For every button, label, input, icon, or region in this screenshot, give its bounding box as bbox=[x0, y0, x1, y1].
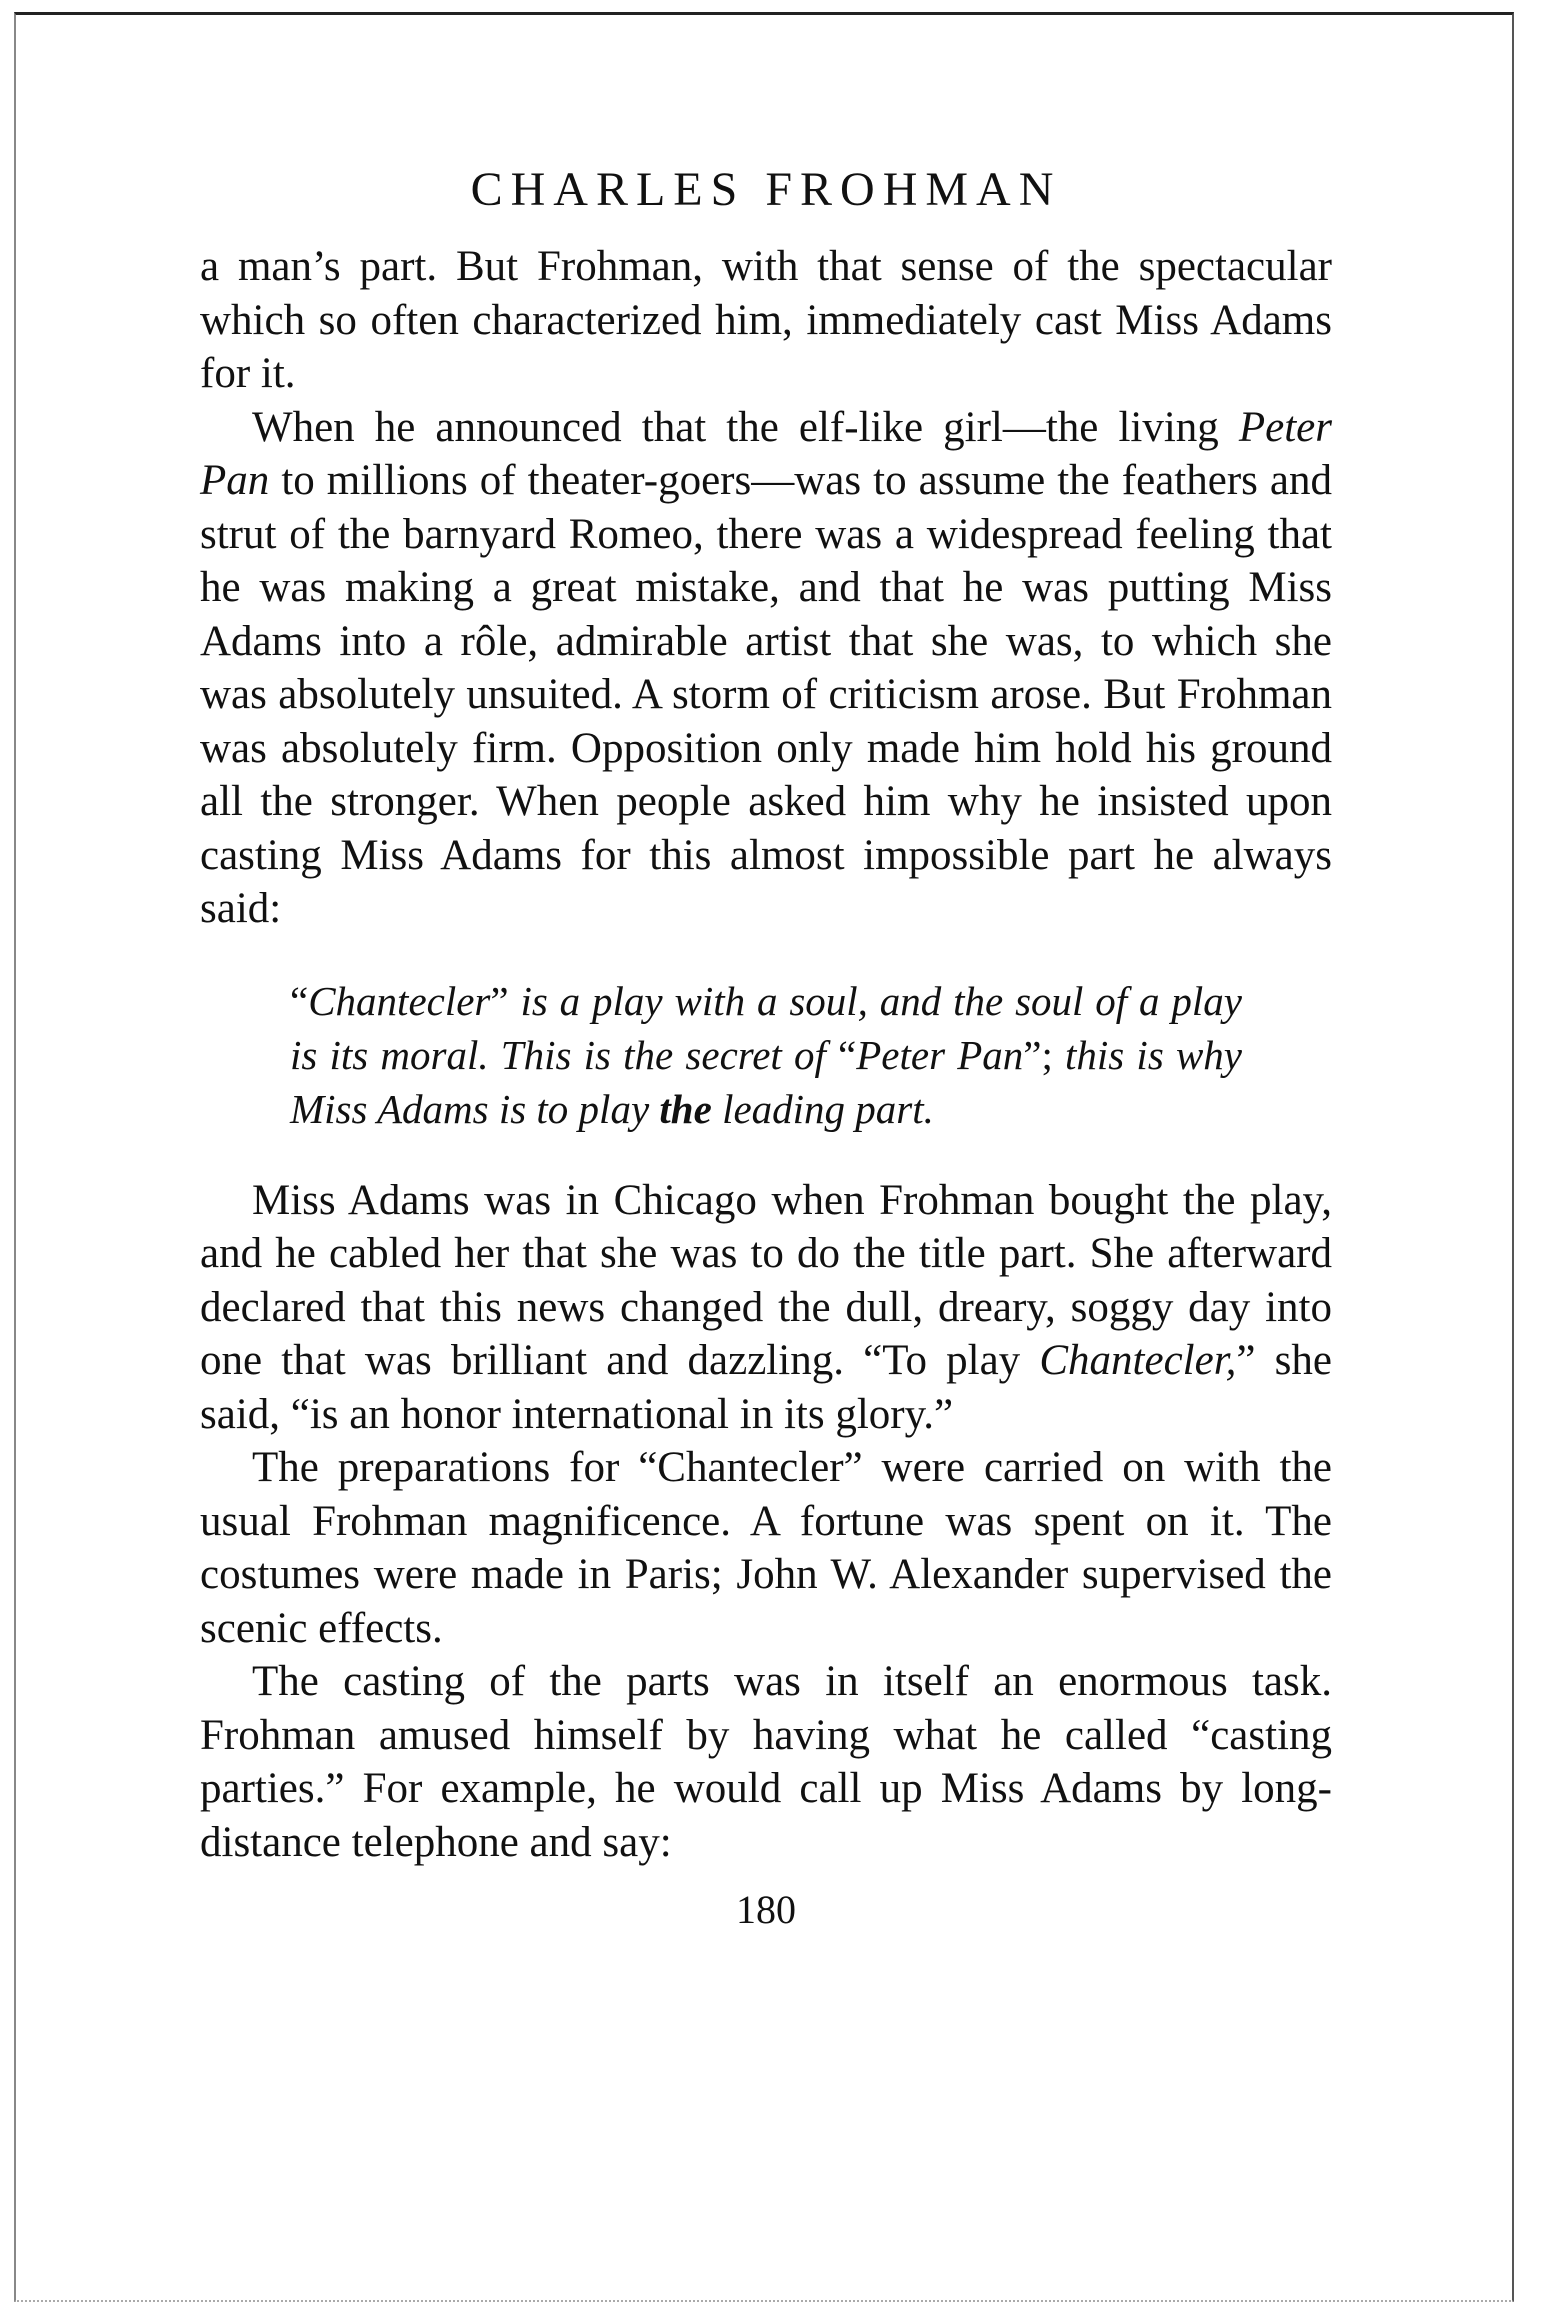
quote-close-mark: ” bbox=[490, 977, 509, 1024]
running-head: CHARLES FROHMAN bbox=[470, 163, 1062, 216]
page-body bbox=[200, 160, 1332, 1937]
quote-part-1: is a play with a soul, and the soul of a play is its moral. This is the secret of bbox=[290, 977, 1242, 1078]
quote-title-chantecler: Chantecler bbox=[308, 977, 491, 1024]
paragraph-3 bbox=[200, 1174, 1332, 1442]
paragraph-2-title: Peter Pan bbox=[200, 403, 1332, 504]
paragraph-4: The preparations for “Chantecler” were carried on with the usual Frohman magnificence. A fortune was spent on it. The costumes were made in Paris; John W. Alexander supervised the scenic effects. bbox=[200, 1444, 1332, 1652]
paragraph-2-lead: When he announced that the elf-like girl—the living bbox=[252, 403, 1239, 451]
quote-bold-word: the bbox=[659, 1085, 712, 1132]
page-number: 180 bbox=[736, 1887, 796, 1932]
quote-close-mark-2: ”; bbox=[1023, 1031, 1053, 1078]
quote-open-mark: “ bbox=[290, 977, 309, 1024]
paragraph-2-rest: to millions of theater-goers—was to assume the feathers and strut of the barnyard Romeo, there was a widespread feeling that he was making a great mistake, and that he was putting Miss Adams into a rôle, admirable artist that she was, to which she was absolutely unsuited. A storm of criticism arose. But Frohman was absolutely firm. Opposition only made him hold his ground all the stronger. When people asked him why he insisted upon casting Miss Adams for this almost impossible part he always said: bbox=[200, 457, 1332, 932]
paragraph-3-lead: Miss Adams was in Chicago when Frohman bought the play, and he cabled her that she was to do the title part. She afterward declared that this news changed the dull, dreary, soggy day into one that was brilliant and dazzling. “To play bbox=[200, 1176, 1332, 1384]
paragraph-2 bbox=[200, 401, 1332, 936]
paragraph-3-title: Chantecler, bbox=[1039, 1337, 1237, 1384]
quote-open-mark-2: “ bbox=[838, 1031, 857, 1078]
paragraph-5: The casting of the parts was in itself an enormous task. Frohman amused himself by having what he called “casting parties.” For example, he would call up Miss Adams by long-distance telephone and say: bbox=[200, 1658, 1332, 1866]
quote-part-3: leading part. bbox=[711, 1085, 934, 1132]
quote-title-peter-pan: Peter Pan bbox=[856, 1031, 1024, 1078]
paragraph-3-rest: ” she said, “is an honor international in its glory.” bbox=[200, 1337, 1333, 1438]
paragraph-1: a man’s part. But Frohman, with that sense of the spectacular which so often characterized him, immediately cast Miss Adams for it. bbox=[200, 243, 1332, 397]
block-quote bbox=[290, 974, 1242, 1136]
quote-part-2: this is why Miss Adams is to play bbox=[290, 1031, 1242, 1132]
